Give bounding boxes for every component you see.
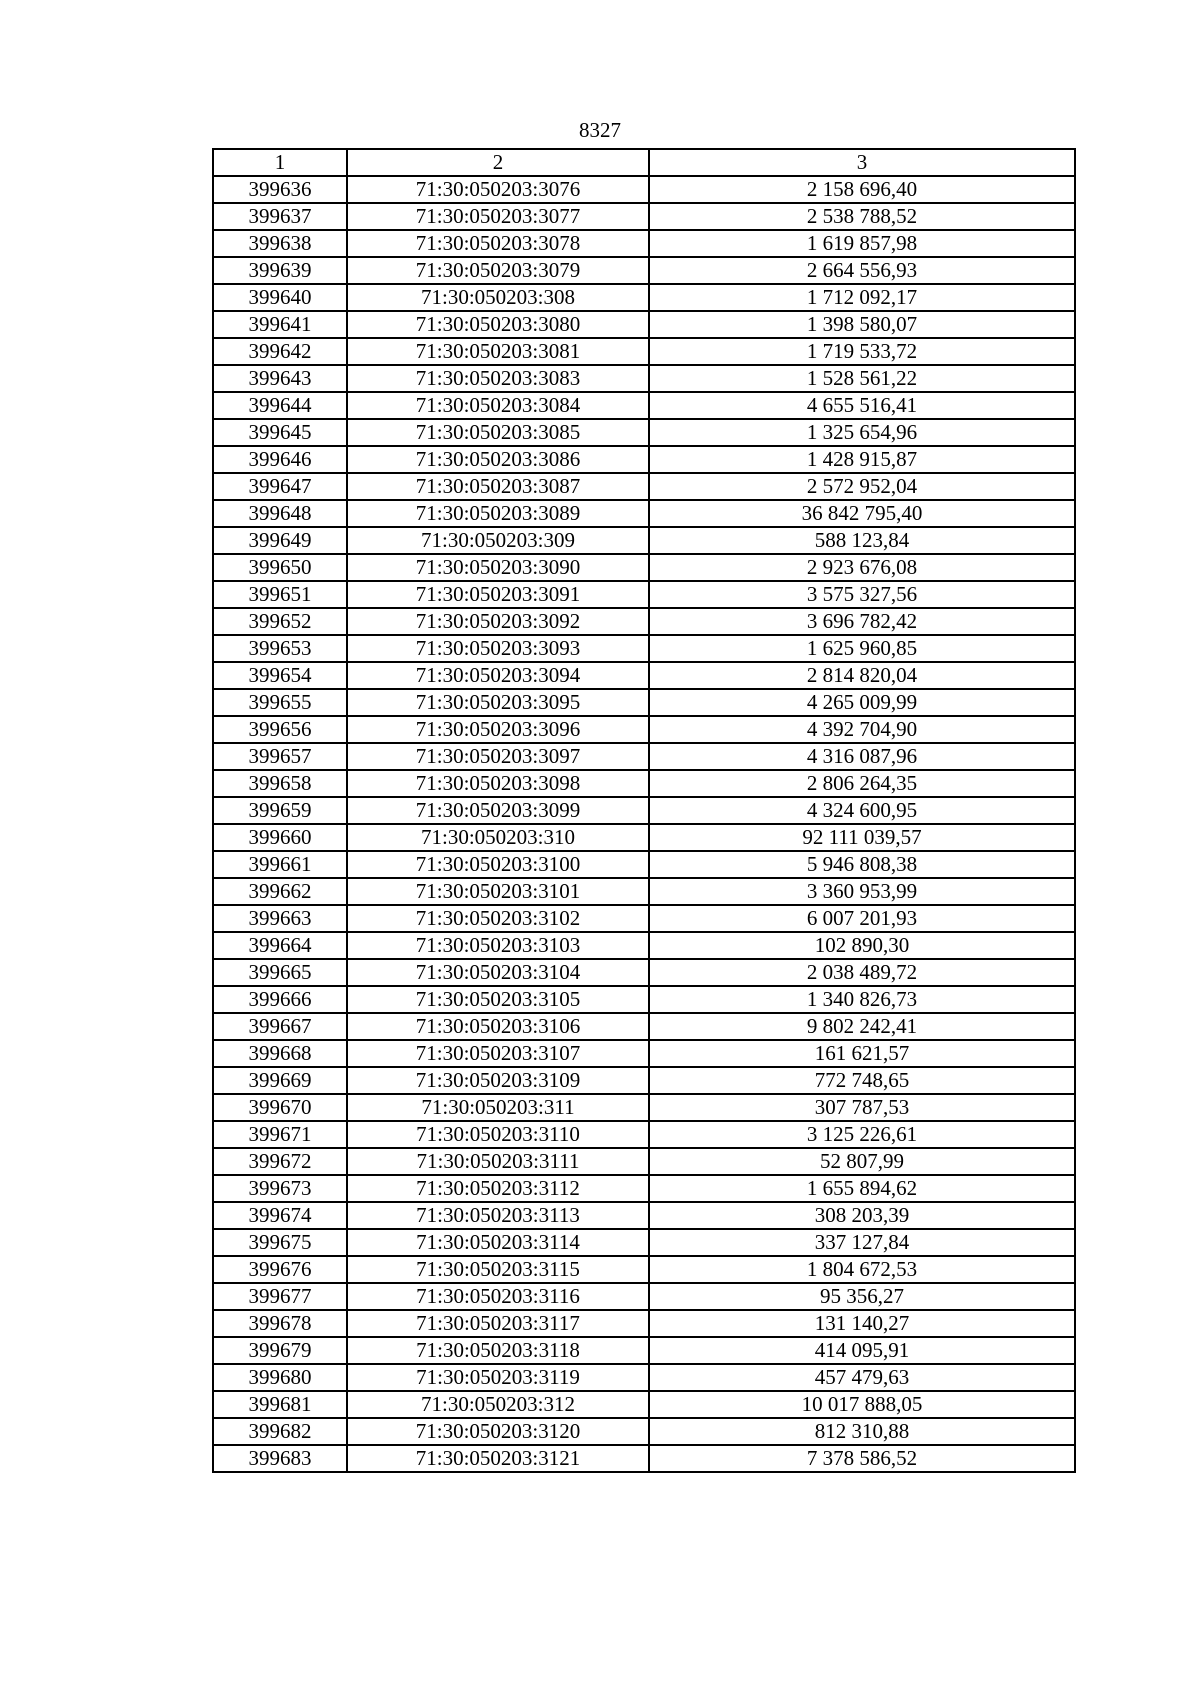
row-number-cell: 399679 — [213, 1337, 347, 1364]
row-number-cell: 399644 — [213, 392, 347, 419]
value-cell: 2 806 264,35 — [649, 770, 1075, 797]
value-cell: 1 625 960,85 — [649, 635, 1075, 662]
row-number-cell: 399664 — [213, 932, 347, 959]
row-number-cell: 399671 — [213, 1121, 347, 1148]
row-number-cell: 399673 — [213, 1175, 347, 1202]
value-cell: 812 310,88 — [649, 1418, 1075, 1445]
table-row — [213, 851, 1075, 878]
cadastral-value-table — [212, 148, 1076, 1473]
cadastral-number-cell: 71:30:050203:3117 — [347, 1310, 649, 1337]
row-number-cell: 399662 — [213, 878, 347, 905]
table-row — [213, 1202, 1075, 1229]
table-row — [213, 338, 1075, 365]
page-number: 8327 — [579, 118, 621, 142]
value-cell: 1 719 533,72 — [649, 338, 1075, 365]
value-cell: 9 802 242,41 — [649, 1013, 1075, 1040]
table-row — [213, 716, 1075, 743]
value-cell: 6 007 201,93 — [649, 905, 1075, 932]
value-cell: 2 538 788,52 — [649, 203, 1075, 230]
table-row — [213, 1310, 1075, 1337]
cadastral-number-cell: 71:30:050203:3081 — [347, 338, 649, 365]
row-number-cell: 399650 — [213, 554, 347, 581]
cadastral-number-cell: 71:30:050203:3086 — [347, 446, 649, 473]
table-row — [213, 500, 1075, 527]
value-cell: 92 111 039,57 — [649, 824, 1075, 851]
table-row — [213, 932, 1075, 959]
value-cell: 1 528 561,22 — [649, 365, 1075, 392]
row-number-cell: 399647 — [213, 473, 347, 500]
row-number-cell: 399666 — [213, 986, 347, 1013]
value-cell: 5 946 808,38 — [649, 851, 1075, 878]
value-cell: 1 398 580,07 — [649, 311, 1075, 338]
cadastral-number-cell: 71:30:050203:3092 — [347, 608, 649, 635]
table-body — [213, 176, 1075, 1472]
cadastral-number-cell: 71:30:050203:3120 — [347, 1418, 649, 1445]
cadastral-number-cell: 71:30:050203:3116 — [347, 1283, 649, 1310]
row-number-cell: 399648 — [213, 500, 347, 527]
cadastral-number-cell: 71:30:050203:3099 — [347, 797, 649, 824]
table-row — [213, 1391, 1075, 1418]
value-cell: 2 664 556,93 — [649, 257, 1075, 284]
table-row — [213, 1256, 1075, 1283]
row-number-cell: 399652 — [213, 608, 347, 635]
cadastral-number-cell: 71:30:050203:3111 — [347, 1148, 649, 1175]
table-row — [213, 203, 1075, 230]
table-row — [213, 446, 1075, 473]
table-row — [213, 1121, 1075, 1148]
cadastral-number-cell: 71:30:050203:3087 — [347, 473, 649, 500]
value-cell: 414 095,91 — [649, 1337, 1075, 1364]
table-header-row — [213, 149, 1075, 176]
table-row — [213, 527, 1075, 554]
cadastral-number-cell: 71:30:050203:3105 — [347, 986, 649, 1013]
value-cell: 1 655 894,62 — [649, 1175, 1075, 1202]
row-number-cell: 399678 — [213, 1310, 347, 1337]
table-row — [213, 554, 1075, 581]
cadastral-number-cell: 71:30:050203:3109 — [347, 1067, 649, 1094]
row-number-cell: 399665 — [213, 959, 347, 986]
row-number-cell: 399653 — [213, 635, 347, 662]
cadastral-number-cell: 71:30:050203:3112 — [347, 1175, 649, 1202]
cadastral-number-cell: 71:30:050203:3103 — [347, 932, 649, 959]
cadastral-number-cell: 71:30:050203:3115 — [347, 1256, 649, 1283]
row-number-cell: 399639 — [213, 257, 347, 284]
row-number-cell: 399654 — [213, 662, 347, 689]
value-cell: 1 325 654,96 — [649, 419, 1075, 446]
cadastral-number-cell: 71:30:050203:311 — [347, 1094, 649, 1121]
table-row — [213, 473, 1075, 500]
row-number-cell: 399667 — [213, 1013, 347, 1040]
value-cell: 4 392 704,90 — [649, 716, 1075, 743]
row-number-cell: 399645 — [213, 419, 347, 446]
table-row — [213, 392, 1075, 419]
row-number-cell: 399675 — [213, 1229, 347, 1256]
row-number-cell: 399640 — [213, 284, 347, 311]
table-row — [213, 230, 1075, 257]
table-row — [213, 1067, 1075, 1094]
row-number-cell: 399638 — [213, 230, 347, 257]
cadastral-number-cell: 71:30:050203:3091 — [347, 581, 649, 608]
row-number-cell: 399674 — [213, 1202, 347, 1229]
row-number-cell: 399660 — [213, 824, 347, 851]
cadastral-number-cell: 71:30:050203:312 — [347, 1391, 649, 1418]
value-cell: 4 316 087,96 — [649, 743, 1075, 770]
table-row — [213, 824, 1075, 851]
cadastral-number-cell: 71:30:050203:3098 — [347, 770, 649, 797]
table-row — [213, 959, 1075, 986]
cadastral-number-cell: 71:30:050203:309 — [347, 527, 649, 554]
cadastral-number-cell: 71:30:050203:3104 — [347, 959, 649, 986]
cadastral-number-cell: 71:30:050203:3106 — [347, 1013, 649, 1040]
value-cell: 1 428 915,87 — [649, 446, 1075, 473]
header-col-2: 2 — [347, 149, 649, 176]
value-cell: 95 356,27 — [649, 1283, 1075, 1310]
table-row — [213, 1094, 1075, 1121]
row-number-cell: 399670 — [213, 1094, 347, 1121]
value-cell: 337 127,84 — [649, 1229, 1075, 1256]
cadastral-number-cell: 71:30:050203:3093 — [347, 635, 649, 662]
value-cell: 102 890,30 — [649, 932, 1075, 959]
row-number-cell: 399649 — [213, 527, 347, 554]
cadastral-number-cell: 71:30:050203:3121 — [347, 1445, 649, 1472]
row-number-cell: 399643 — [213, 365, 347, 392]
cadastral-number-cell: 71:30:050203:3119 — [347, 1364, 649, 1391]
value-cell: 588 123,84 — [649, 527, 1075, 554]
value-cell: 308 203,39 — [649, 1202, 1075, 1229]
row-number-cell: 399637 — [213, 203, 347, 230]
cadastral-number-cell: 71:30:050203:3114 — [347, 1229, 649, 1256]
value-cell: 2 158 696,40 — [649, 176, 1075, 203]
value-cell: 1 340 826,73 — [649, 986, 1075, 1013]
cadastral-number-cell: 71:30:050203:310 — [347, 824, 649, 851]
row-number-cell: 399651 — [213, 581, 347, 608]
value-cell: 2 038 489,72 — [649, 959, 1075, 986]
cadastral-number-cell: 71:30:050203:3102 — [347, 905, 649, 932]
table-row — [213, 635, 1075, 662]
header-col-3: 3 — [649, 149, 1075, 176]
row-number-cell: 399655 — [213, 689, 347, 716]
table-row — [213, 176, 1075, 203]
row-number-cell: 399646 — [213, 446, 347, 473]
cadastral-number-cell: 71:30:050203:3089 — [347, 500, 649, 527]
table-row — [213, 1229, 1075, 1256]
value-cell: 2 923 676,08 — [649, 554, 1075, 581]
value-cell: 4 655 516,41 — [649, 392, 1075, 419]
value-cell: 457 479,63 — [649, 1364, 1075, 1391]
table-row — [213, 365, 1075, 392]
cadastral-number-cell: 71:30:050203:3080 — [347, 311, 649, 338]
cadastral-number-cell: 71:30:050203:3083 — [347, 365, 649, 392]
table-row — [213, 1364, 1075, 1391]
table-row — [213, 1148, 1075, 1175]
row-number-cell: 399682 — [213, 1418, 347, 1445]
table-row — [213, 1040, 1075, 1067]
value-cell: 161 621,57 — [649, 1040, 1075, 1067]
table-row — [213, 1445, 1075, 1472]
cadastral-number-cell: 71:30:050203:3085 — [347, 419, 649, 446]
value-cell: 3 125 226,61 — [649, 1121, 1075, 1148]
value-cell: 1 619 857,98 — [649, 230, 1075, 257]
cadastral-number-cell: 71:30:050203:3095 — [347, 689, 649, 716]
row-number-cell: 399672 — [213, 1148, 347, 1175]
value-cell: 131 140,27 — [649, 1310, 1075, 1337]
value-cell: 4 265 009,99 — [649, 689, 1075, 716]
table-row — [213, 419, 1075, 446]
value-cell: 52 807,99 — [649, 1148, 1075, 1175]
row-number-cell: 399658 — [213, 770, 347, 797]
value-cell: 7 378 586,52 — [649, 1445, 1075, 1472]
table-row — [213, 1013, 1075, 1040]
table-row — [213, 689, 1075, 716]
header-col-1: 1 — [213, 149, 347, 176]
cadastral-number-cell: 71:30:050203:3107 — [347, 1040, 649, 1067]
value-cell: 2 814 820,04 — [649, 662, 1075, 689]
cadastral-number-cell: 71:30:050203:3118 — [347, 1337, 649, 1364]
value-cell: 4 324 600,95 — [649, 797, 1075, 824]
table-row — [213, 581, 1075, 608]
row-number-cell: 399641 — [213, 311, 347, 338]
cadastral-number-cell: 71:30:050203:3078 — [347, 230, 649, 257]
table-row — [213, 284, 1075, 311]
value-cell: 2 572 952,04 — [649, 473, 1075, 500]
cadastral-number-cell: 71:30:050203:3077 — [347, 203, 649, 230]
table-row — [213, 905, 1075, 932]
cadastral-number-cell: 71:30:050203:3097 — [347, 743, 649, 770]
row-number-cell: 399669 — [213, 1067, 347, 1094]
cadastral-number-cell: 71:30:050203:3113 — [347, 1202, 649, 1229]
table-row — [213, 797, 1075, 824]
row-number-cell: 399636 — [213, 176, 347, 203]
cadastral-number-cell: 71:30:050203:3084 — [347, 392, 649, 419]
row-number-cell: 399657 — [213, 743, 347, 770]
row-number-cell: 399656 — [213, 716, 347, 743]
row-number-cell: 399680 — [213, 1364, 347, 1391]
table-row — [213, 1175, 1075, 1202]
cadastral-number-cell: 71:30:050203:3101 — [347, 878, 649, 905]
row-number-cell: 399663 — [213, 905, 347, 932]
table-row — [213, 1283, 1075, 1310]
value-cell: 1 712 092,17 — [649, 284, 1075, 311]
cadastral-number-cell: 71:30:050203:308 — [347, 284, 649, 311]
value-cell: 3 696 782,42 — [649, 608, 1075, 635]
value-cell: 1 804 672,53 — [649, 1256, 1075, 1283]
value-cell: 3 575 327,56 — [649, 581, 1075, 608]
value-cell: 3 360 953,99 — [649, 878, 1075, 905]
value-cell: 36 842 795,40 — [649, 500, 1075, 527]
row-number-cell: 399681 — [213, 1391, 347, 1418]
row-number-cell: 399676 — [213, 1256, 347, 1283]
table-row — [213, 1337, 1075, 1364]
table-row — [213, 743, 1075, 770]
row-number-cell: 399642 — [213, 338, 347, 365]
value-cell: 772 748,65 — [649, 1067, 1075, 1094]
table-row — [213, 311, 1075, 338]
table-row — [213, 878, 1075, 905]
row-number-cell: 399677 — [213, 1283, 347, 1310]
table-row — [213, 608, 1075, 635]
row-number-cell: 399661 — [213, 851, 347, 878]
row-number-cell: 399668 — [213, 1040, 347, 1067]
table-row — [213, 986, 1075, 1013]
cadastral-number-cell: 71:30:050203:3094 — [347, 662, 649, 689]
cadastral-number-cell: 71:30:050203:3100 — [347, 851, 649, 878]
row-number-cell: 399659 — [213, 797, 347, 824]
table-row — [213, 1418, 1075, 1445]
cadastral-number-cell: 71:30:050203:3110 — [347, 1121, 649, 1148]
cadastral-number-cell: 71:30:050203:3096 — [347, 716, 649, 743]
table-row — [213, 257, 1075, 284]
value-cell: 10 017 888,05 — [649, 1391, 1075, 1418]
table-row — [213, 770, 1075, 797]
table-row — [213, 662, 1075, 689]
row-number-cell: 399683 — [213, 1445, 347, 1472]
cadastral-number-cell: 71:30:050203:3076 — [347, 176, 649, 203]
cadastral-number-cell: 71:30:050203:3079 — [347, 257, 649, 284]
cadastral-number-cell: 71:30:050203:3090 — [347, 554, 649, 581]
value-cell: 307 787,53 — [649, 1094, 1075, 1121]
